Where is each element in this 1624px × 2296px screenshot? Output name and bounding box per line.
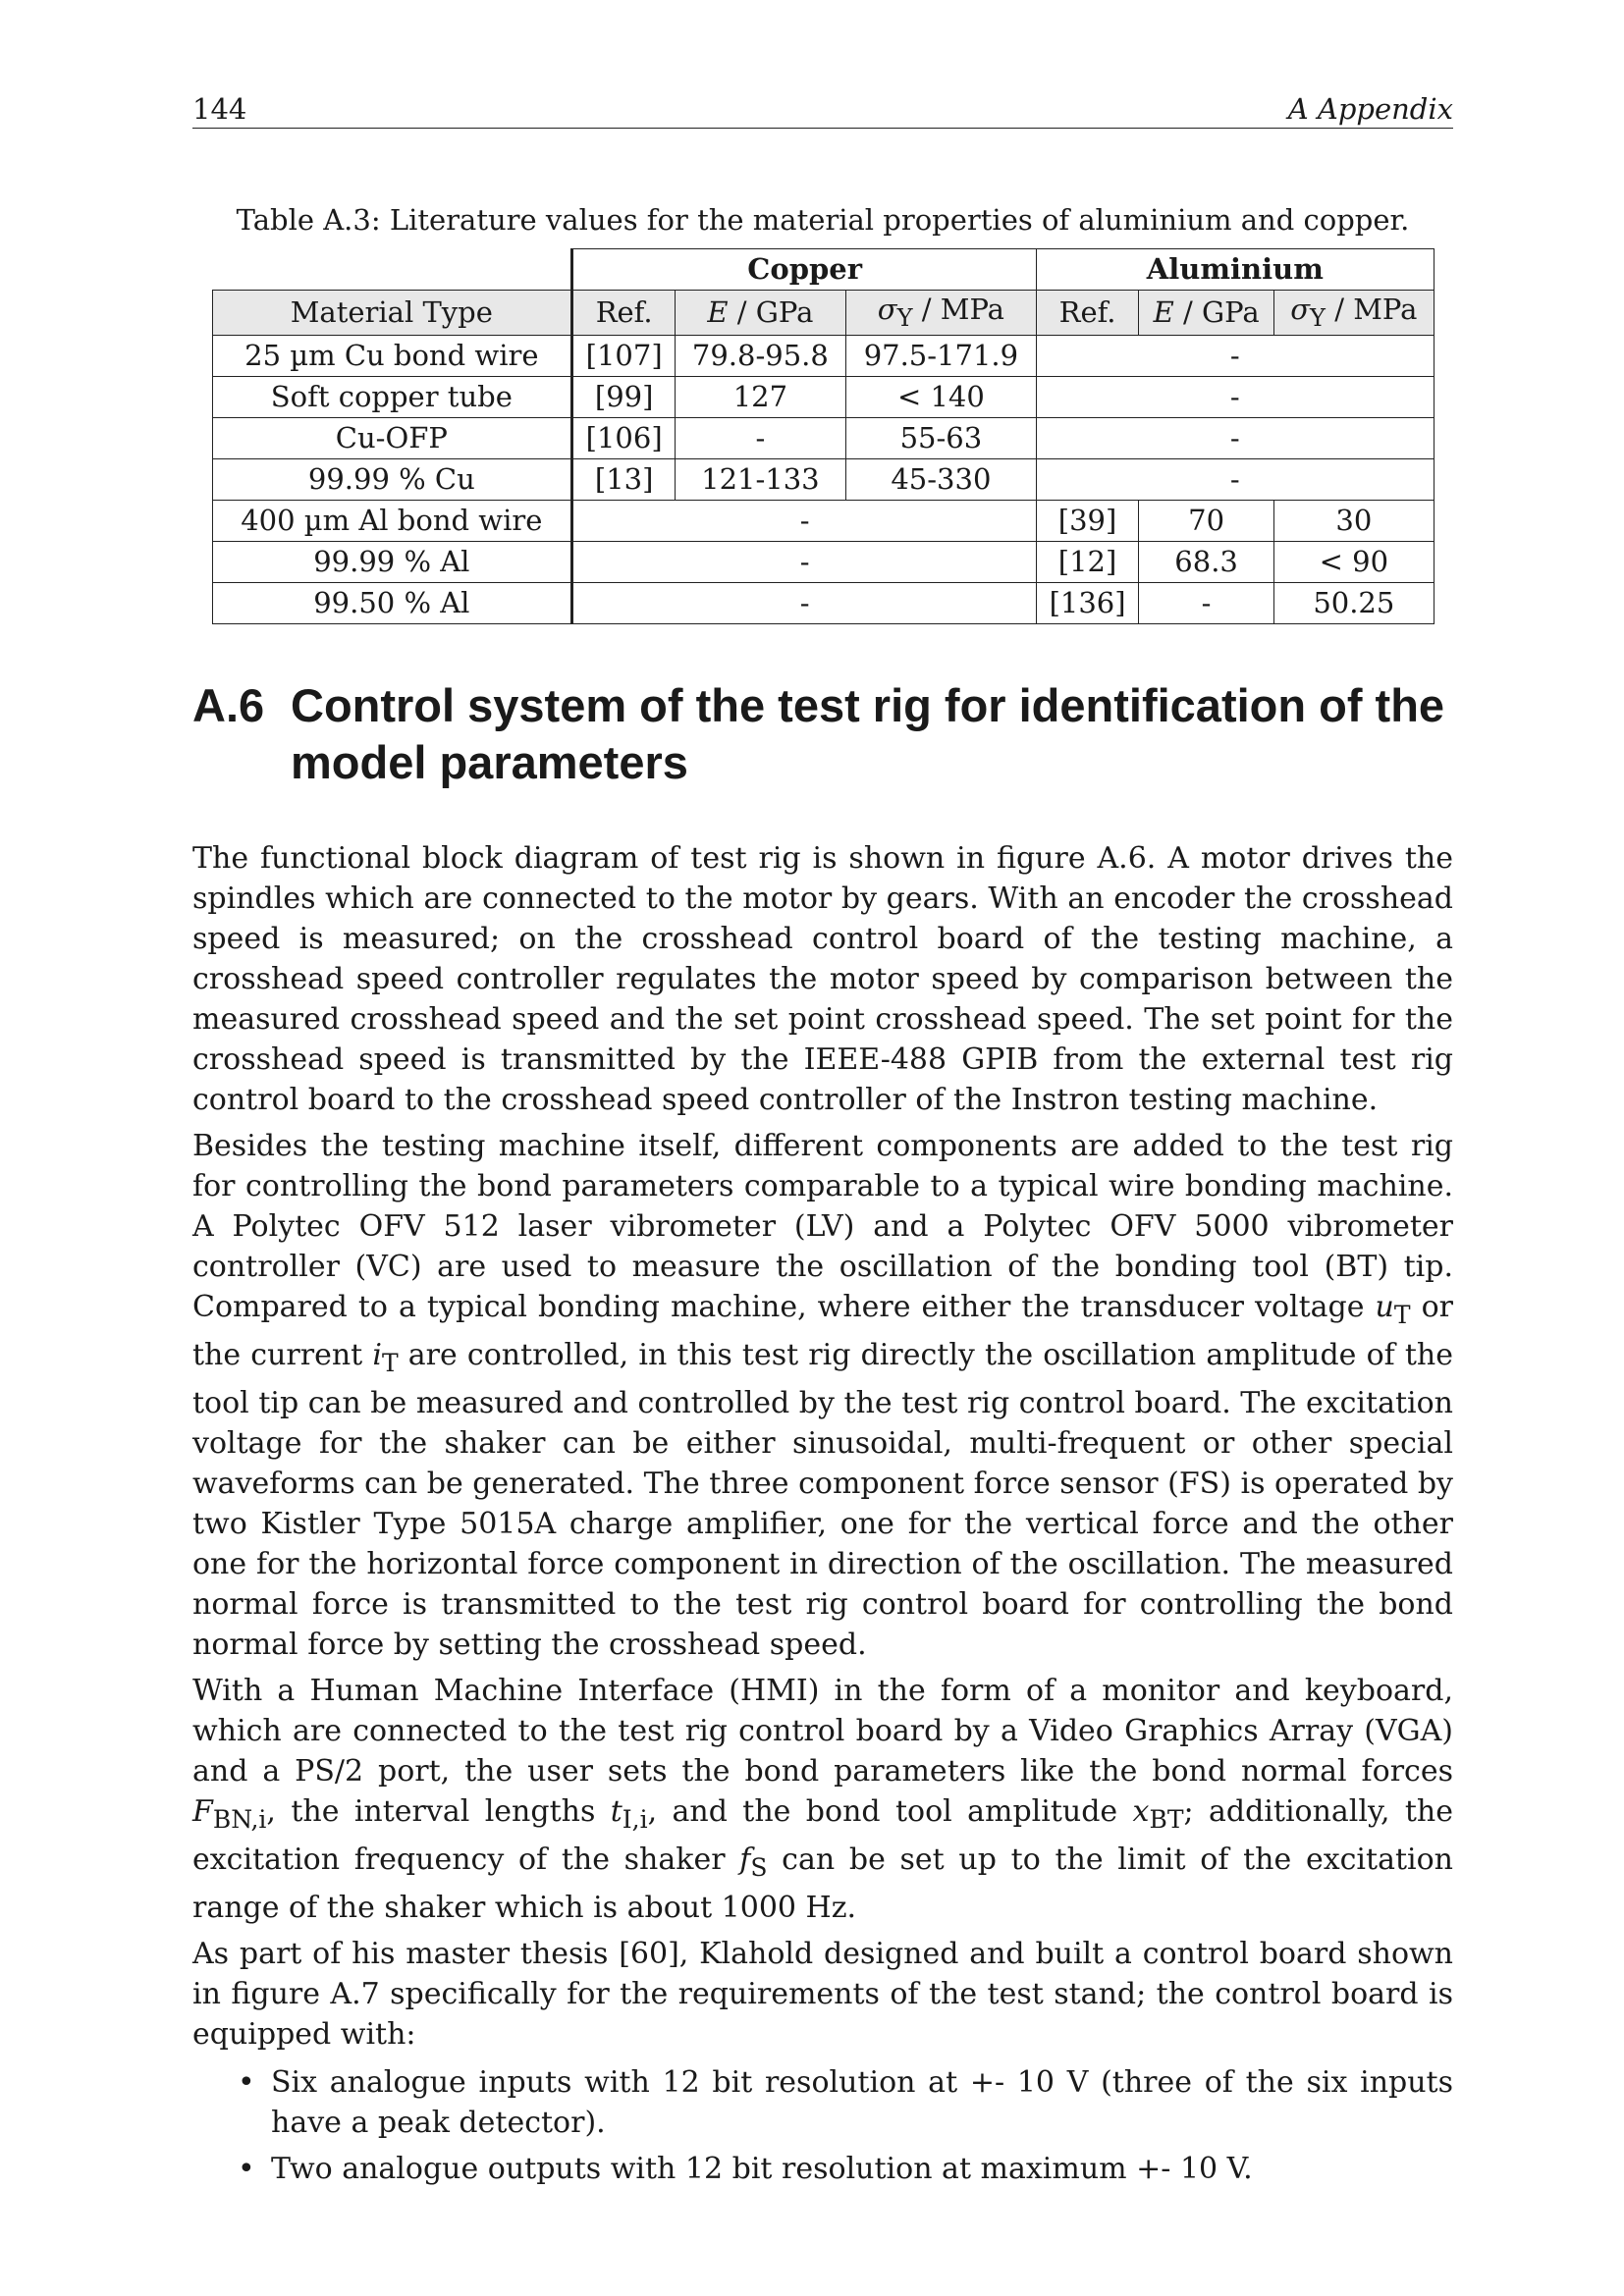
cu-e-cell: - xyxy=(676,417,845,458)
al-ref-cell: [136] xyxy=(1037,582,1139,623)
al-empty-cell: - xyxy=(1037,376,1434,417)
material-cell: 99.99 % Al xyxy=(212,541,572,582)
table-row xyxy=(212,541,1434,582)
cu-e-cell: 127 xyxy=(676,376,845,417)
table-row xyxy=(212,335,1434,376)
page xyxy=(192,84,1453,2195)
al-sigma-header: $\sigma_Y$ / MPa xyxy=(1274,291,1434,336)
al-empty-cell: - xyxy=(1037,335,1434,376)
cu-sigma-cell: 55-63 xyxy=(845,417,1037,458)
al-ref-cell: [12] xyxy=(1037,541,1139,582)
cu-e-cell: 79.8-95.8 xyxy=(676,335,845,376)
al-e-cell: - xyxy=(1139,582,1274,623)
table-column-header-row xyxy=(212,291,1434,336)
aluminium-group-header: Aluminium xyxy=(1037,249,1434,291)
table-group-header-row xyxy=(212,249,1434,291)
cu-sigma-cell: 97.5-171.9 xyxy=(845,335,1037,376)
al-e-cell: 68.3 xyxy=(1139,541,1274,582)
al-empty-cell: - xyxy=(1037,417,1434,458)
paragraph-2: Besides the testing machine itself, different components are added to the test rig for controlling the bond parameters comparable to a typical wire bonding machine. A Polytec OFV 512 laser vibrometer (LV) and a Polytec OFV 5000 vibrometer controller (VC) are used to measure the oscillation of the bonding tool (BT) tip. Compared to a typical bonding machine, where either the transducer voltage $u_T$ or the current $i_T$ are controlled, in this test rig directly the oscillation amplitude of the tool tip can be measured and controlled by the test rig control board. The excitation voltage for the shaker can be either sinusoidal, multi-frequent or other special waveforms can be generated. The three component force sensor (FS) is operated by two Kistler Type 5015A charge amplifier, one for the vertical force and the other one for the horizontal force component in direction of the oscillation. The measured normal force is transmitted to the test rig control board for controlling the bond normal force by setting the crosshead speed. xyxy=(192,1128,1454,1662)
table-row xyxy=(212,582,1434,623)
al-sigma-cell: < 90 xyxy=(1274,541,1434,582)
table-row xyxy=(212,500,1434,541)
paragraph-1: The functional block diagram of test rig is shown in figure A.6. A motor drives the spindles which are connected to the motor by gears. With an encoder the crosshead speed is measured; on the crosshead control board of the testing machine, a crosshead speed controller regulates the motor speed by comparison between the measured crosshead speed and the set point crosshead speed. The set point for the crosshead speed is transmitted by the IEEE-488 GPIB from the external test rig control board to the crosshead speed controller of the Instron testing machine. xyxy=(192,840,1453,1117)
al-e-cell: 70 xyxy=(1139,500,1274,541)
paragraph-3: With a Human Machine Interface (HMI) in the form of a monitor and keyboard, which are connected to the test rig control board by a Video Graphics Array (VGA) and a PS/2 port, the user sets the bond parameters like the bond normal forces $F_{BN,i}$, the interval lengths $t_{I,i}$, and the bond tool amplitude $x_{BT}$; additionally, the excitation frequency of the shaker $f_S$ can be set up to the limit of the excitation range of the shaker which is about 1000 Hz. xyxy=(192,1673,1453,1925)
section-heading xyxy=(192,677,1453,791)
material-properties-table xyxy=(212,248,1435,624)
copper-group-header: Copper xyxy=(572,249,1037,291)
feature-list xyxy=(192,2062,1453,2189)
running-title: A Appendix xyxy=(1287,92,1453,126)
cu-sigma-header: $\sigma_Y$ / MPa xyxy=(845,291,1037,336)
list-item: • Six analogue inputs with 12 bit resolution at +- 10 V (three of the six inputs have a peak detector). xyxy=(192,2062,1453,2143)
table-row xyxy=(212,417,1434,458)
cu-ref-cell: [106] xyxy=(572,417,676,458)
cu-empty-cell: - xyxy=(572,541,1037,582)
material-cell: 99.99 % Cu xyxy=(212,458,572,500)
al-e-header: E / GPa xyxy=(1139,291,1274,336)
paragraph-4: As part of his master thesis [60], Klahold designed and built a control board shown in figure A.7 specifically for the requirements of the test stand; the control board is equipped with: xyxy=(192,1936,1453,2052)
running-header xyxy=(192,84,1453,129)
cu-ref-cell: [13] xyxy=(572,458,676,500)
page-number: 144 xyxy=(192,92,247,126)
cu-e-cell: 121-133 xyxy=(676,458,845,500)
section-number: A.6 xyxy=(192,678,265,731)
bullet-icon: • xyxy=(238,2151,255,2186)
al-sigma-cell: 30 xyxy=(1274,500,1434,541)
cu-sigma-cell: < 140 xyxy=(845,376,1037,417)
section-title: Control system of the test rig for identification of the model parameters xyxy=(291,678,1445,788)
list-item: • Two analogue outputs with 12 bit resolution at maximum +- 10 V. xyxy=(192,2149,1453,2189)
material-cell: 400 µm Al bond wire xyxy=(212,500,572,541)
material-cell: 99.50 % Al xyxy=(212,582,572,623)
al-sigma-cell: 50.25 xyxy=(1274,582,1434,623)
material-cell: Cu-OFP xyxy=(212,417,572,458)
material-cell: 25 µm Cu bond wire xyxy=(212,335,572,376)
cu-ref-cell: [107] xyxy=(572,335,676,376)
cu-empty-cell: - xyxy=(572,500,1037,541)
table-caption: Table A.3: Literature values for the material properties of aluminium and copper. xyxy=(236,203,1410,237)
cu-e-header: E / GPa xyxy=(676,291,845,336)
blank-corner-cell xyxy=(212,249,572,291)
cu-sigma-cell: 45-330 xyxy=(845,458,1037,500)
al-empty-cell: - xyxy=(1037,458,1434,500)
cu-ref-cell: [99] xyxy=(572,376,676,417)
table-row xyxy=(212,376,1434,417)
al-ref-header: Ref. xyxy=(1037,291,1139,336)
material-cell: Soft copper tube xyxy=(212,376,572,417)
al-ref-cell: [39] xyxy=(1037,500,1139,541)
cu-ref-header: Ref. xyxy=(572,291,676,336)
table-row xyxy=(212,458,1434,500)
material-type-header: Material Type xyxy=(212,291,572,336)
bullet-icon: • xyxy=(238,2064,255,2100)
cu-empty-cell: - xyxy=(572,582,1037,623)
